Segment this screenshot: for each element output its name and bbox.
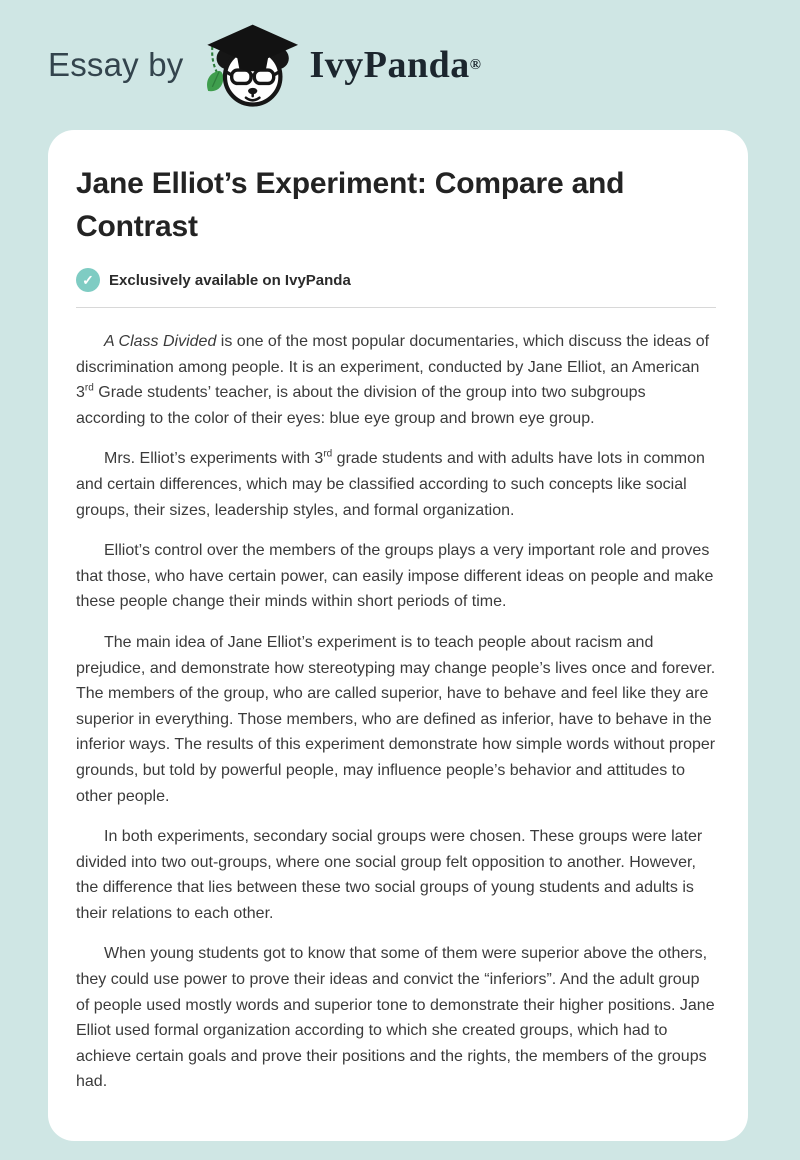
page-header: [0, 0, 800, 130]
check-icon: ✓: [76, 268, 100, 292]
divider: [76, 307, 716, 308]
paragraph-2: Mrs. Elliot’s experiments with 3rd grade students and with adults have lots in common and certain differences, which may be classified according to such concepts like social groups, their sizes, leadership styles, and formal organization.: [76, 449, 705, 519]
brand-name: IvyPanda: [309, 44, 470, 86]
panda-graduate-icon: [200, 23, 302, 107]
paragraph-6: When young students got to know that some of them were superior above the others, they could use power to prove their ideas and convict the “inferiors”. And the adult group of people used mostly words and superior tone to demonstrate their higher positions. Jane Elliot used formal organization according to which she created groups, which had to achieve certain goals and prove their positions and the rights, the members of the groups had.: [76, 945, 715, 1091]
paragraph-4: The main idea of Jane Elliot’s experiment is to teach people about racism and prejudice, and demonstrate how stereotyping may change people’s lives once and forever. The members of the group, who are called superior, have to behave and feel like they are superior in everything. Those members, who are defined as inferior, have to behave in the inferior ways. The results of this experiment demonstrate how simple words without proper grounds, but told by powerful people, may influence people’s behavior and attitudes to other people.: [76, 633, 716, 805]
essay-title: Jane Elliot’s Experiment: Compare and Contrast: [76, 167, 625, 243]
paragraph-1: A Class Divided is one of the most popular documentaries, which discuss the ideas of discrimination among people. It is an experiment, conducted by Jane Elliot, an American 3rd Grade students’ teacher, is about the division of the group into two subgroups according to the color of their eyes: blue eye group and brown eye group.: [76, 333, 710, 427]
essay-body: [76, 329, 716, 1095]
documentary-title: A Class Divided: [104, 333, 217, 350]
essay-by-label: Essay by: [48, 46, 184, 83]
essay-card: [48, 130, 748, 1141]
availability-row: [76, 268, 716, 292]
availability-label: Exclusively available on IvyPanda: [109, 271, 351, 289]
paragraph-3: Elliot’s control over the members of the groups plays a very important role and proves that those, who have certain power, can easily impose different ideas on people and make these people change their minds within short periods of time.: [76, 542, 714, 611]
paragraph-5: In both experiments, secondary social groups were chosen. These groups were later divided into two out-groups, where one social group felt opposition to another. However, the difference that lies between these two social groups of young students and adults is their relations to each other.: [76, 828, 703, 922]
ivypanda-logo: IvyPanda ®: [200, 23, 482, 107]
